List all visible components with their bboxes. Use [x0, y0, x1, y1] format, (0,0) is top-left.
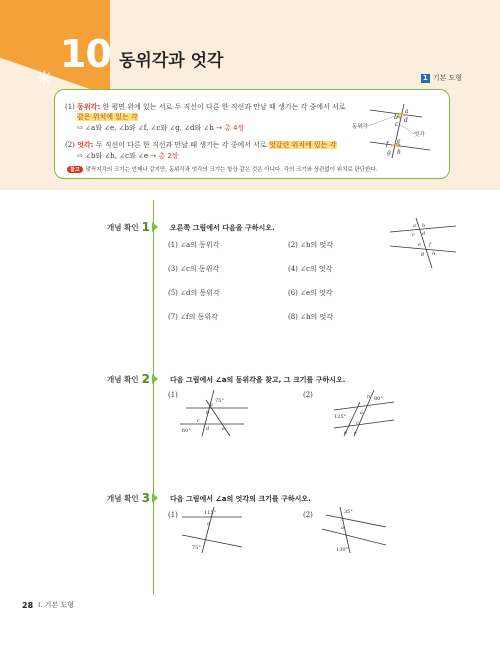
- c2p2-line-top: [334, 402, 394, 410]
- c1-item-1: (1) ∠a의 동위각: [168, 241, 220, 249]
- def-pointer-alt: [400, 124, 414, 134]
- c2p2-transversal-1: [354, 390, 374, 436]
- definition-1-cont: [77, 112, 138, 122]
- c3p2-line-bottom: [322, 529, 386, 545]
- concept-3-figure-2: [320, 505, 392, 555]
- lesson-title: 동위각과 엇각: [119, 51, 224, 71]
- chevron-right-icon: [152, 493, 158, 503]
- concept-3-number: 3: [141, 491, 150, 505]
- c2p1-var-c: c: [197, 418, 200, 424]
- c2p1-var-a: a: [210, 402, 213, 408]
- sparkle-icon: ✳: [36, 66, 53, 90]
- c1-item-2: (2) ∠b의 엇각: [288, 241, 333, 249]
- concept-1-number: 1: [141, 220, 150, 234]
- concept-3-title: 개념 확인: [107, 493, 139, 503]
- c1-label-h: h: [432, 251, 436, 257]
- c2-problem-1-label: (1): [168, 391, 178, 399]
- definition-1-term: 동위각:: [77, 103, 101, 111]
- c2p1-var-b: b: [206, 410, 210, 416]
- definition-1-examples: [77, 123, 244, 133]
- definition-1-number: (1): [65, 103, 75, 111]
- c1-label-d: d: [422, 231, 426, 237]
- c1-item-8: (8) ∠h의 엇각: [288, 313, 334, 321]
- definition-2-examples: [77, 151, 179, 161]
- c2p2-angle-top: 80°: [374, 396, 383, 402]
- def-label-e: e: [397, 138, 401, 145]
- category-badge: 1: [422, 73, 428, 82]
- lesson-number: 10: [60, 32, 111, 76]
- c3p1-angle-top: 115°: [204, 510, 217, 516]
- def-label-d: d: [404, 117, 408, 124]
- c3p2-var-a: a: [341, 525, 344, 531]
- def-label-f: f: [386, 141, 389, 148]
- timeline-line: [153, 200, 154, 595]
- c3p1-var-a: a: [207, 521, 210, 527]
- c1-item-4: (4) ∠c의 엇각: [288, 265, 333, 273]
- def-label-a: a: [405, 108, 409, 115]
- definition-1: [65, 102, 345, 112]
- note-mark: 참고: [67, 166, 83, 173]
- note-text: 맞꼭지각의 크기는 언제나 같지만, 동위각과 엇각의 크기는 항상 같은 것은 아니다. 각의 크기와 상관없이 위치로 판단한다.: [85, 167, 378, 173]
- c1-label-b: b: [422, 223, 426, 229]
- definition-figure: [352, 104, 437, 159]
- c2p1-angle-top: 75°: [215, 398, 224, 404]
- definition-2-term: 엇각:: [77, 141, 94, 149]
- page-footer: [22, 600, 74, 610]
- def-label-corr: 동위각: [352, 124, 368, 130]
- definition-1-count: → 총 4쌍: [216, 124, 245, 132]
- c2p2-var-e: e: [354, 430, 357, 436]
- def-label-g: g: [387, 149, 391, 156]
- definition-2-count: → 총 2쌍: [150, 152, 179, 160]
- definition-2-highlight: 엇갈린 위치에 있는 각: [268, 141, 337, 149]
- c1-item-3: (3) ∠c의 동위각: [168, 265, 220, 273]
- c2p2-angle-left: 125°: [334, 414, 347, 420]
- concept-2-figure-2: [330, 388, 402, 438]
- concept-3-question: 다음 그림에서 ∠a의 엇각의 크기를 구하시오.: [170, 495, 311, 503]
- concept-2-number: 2: [141, 372, 150, 386]
- concept-3-label: [107, 491, 158, 505]
- c3-problem-2-label: (2): [303, 511, 313, 519]
- definition-2-number: (2): [65, 141, 75, 149]
- category-label: 기본 도형: [432, 74, 462, 82]
- definition-2-example-list: ⇨ ∠b와 ∠h, ∠c와 ∠e: [77, 152, 149, 160]
- concept-3-figure-1: [178, 505, 250, 555]
- c2p2-var-a: a: [360, 410, 363, 416]
- page-number: 28: [22, 600, 34, 610]
- c3p2-line-top: [326, 515, 386, 527]
- c2p1-var-d: d: [206, 426, 210, 432]
- def-label-c: c: [395, 121, 399, 128]
- concept-2-title: 개념 확인: [107, 374, 139, 384]
- concept-1-title: 개념 확인: [107, 222, 139, 232]
- c3p2-angle-bottom: 130°: [336, 547, 349, 553]
- definition-2: [65, 140, 337, 150]
- def-label-alt: 엇각: [414, 132, 425, 138]
- definition-2-text: 두 직선이 다른 한 직선과 만날 때 생기는 각 중에서 서로: [93, 141, 269, 149]
- concept-2-figure-1: [178, 388, 250, 438]
- note: [67, 165, 377, 173]
- c3p1-angle-bottom: 75°: [192, 545, 201, 551]
- c2p2-var-c: c: [356, 420, 359, 426]
- concept-1-figure: [388, 218, 458, 268]
- chevron-right-icon: [152, 374, 158, 384]
- c1-item-7: (7) ∠f의 동위각: [168, 313, 218, 321]
- c2p2-var-b: b: [367, 394, 371, 400]
- chevron-right-icon: [152, 222, 158, 232]
- c1-label-f: f: [429, 242, 431, 248]
- concept-2-question: 다음 그림에서 ∠a의 동위각을 찾고, 그 크기를 구하시오.: [170, 376, 346, 384]
- c3p1-line-bottom: [182, 535, 242, 547]
- c3-problem-1-label: (1): [168, 511, 178, 519]
- c1-label-e: e: [418, 242, 421, 248]
- definition-1-example-list: ⇨ ∠a와 ∠e, ∠b와 ∠f, ∠c와 ∠g, ∠d와 ∠h: [77, 124, 214, 132]
- concept-1-question: 오른쪽 그림에서 다음을 구하시오.: [170, 224, 275, 232]
- definition-1-text: 한 평면 위에 있는 서로 두 직선이 다른 한 직선과 만날 때 생기는 각 중에서 서로: [100, 103, 346, 111]
- concept-2-label: [107, 372, 158, 386]
- category-tag: [421, 73, 462, 83]
- section-label: I. 기본 도형: [38, 601, 74, 609]
- c1-item-6: (6) ∠e의 엇각: [288, 289, 333, 297]
- c2p2-var-d: d: [344, 430, 348, 436]
- c1-label-g: g: [421, 251, 425, 257]
- definition-1-highlight: 같은 위치에 있는 각: [77, 113, 138, 121]
- c3p2-angle-top: 35°: [344, 509, 353, 515]
- c2p1-angle-bottom: 60°: [182, 428, 191, 434]
- c1-label-a: a: [413, 223, 416, 229]
- def-label-b: b: [394, 114, 398, 121]
- def-pointer-corr: [368, 116, 395, 126]
- c1-item-5: (5) ∠d의 동위각: [168, 289, 220, 297]
- c2-problem-2-label: (2): [303, 391, 313, 399]
- def-label-h: h: [397, 149, 401, 156]
- c2p1-var-e: e: [222, 426, 225, 432]
- concept-1-label: [107, 220, 158, 234]
- c1-label-c: c: [412, 232, 415, 238]
- c2p2-line-bottom: [334, 420, 394, 428]
